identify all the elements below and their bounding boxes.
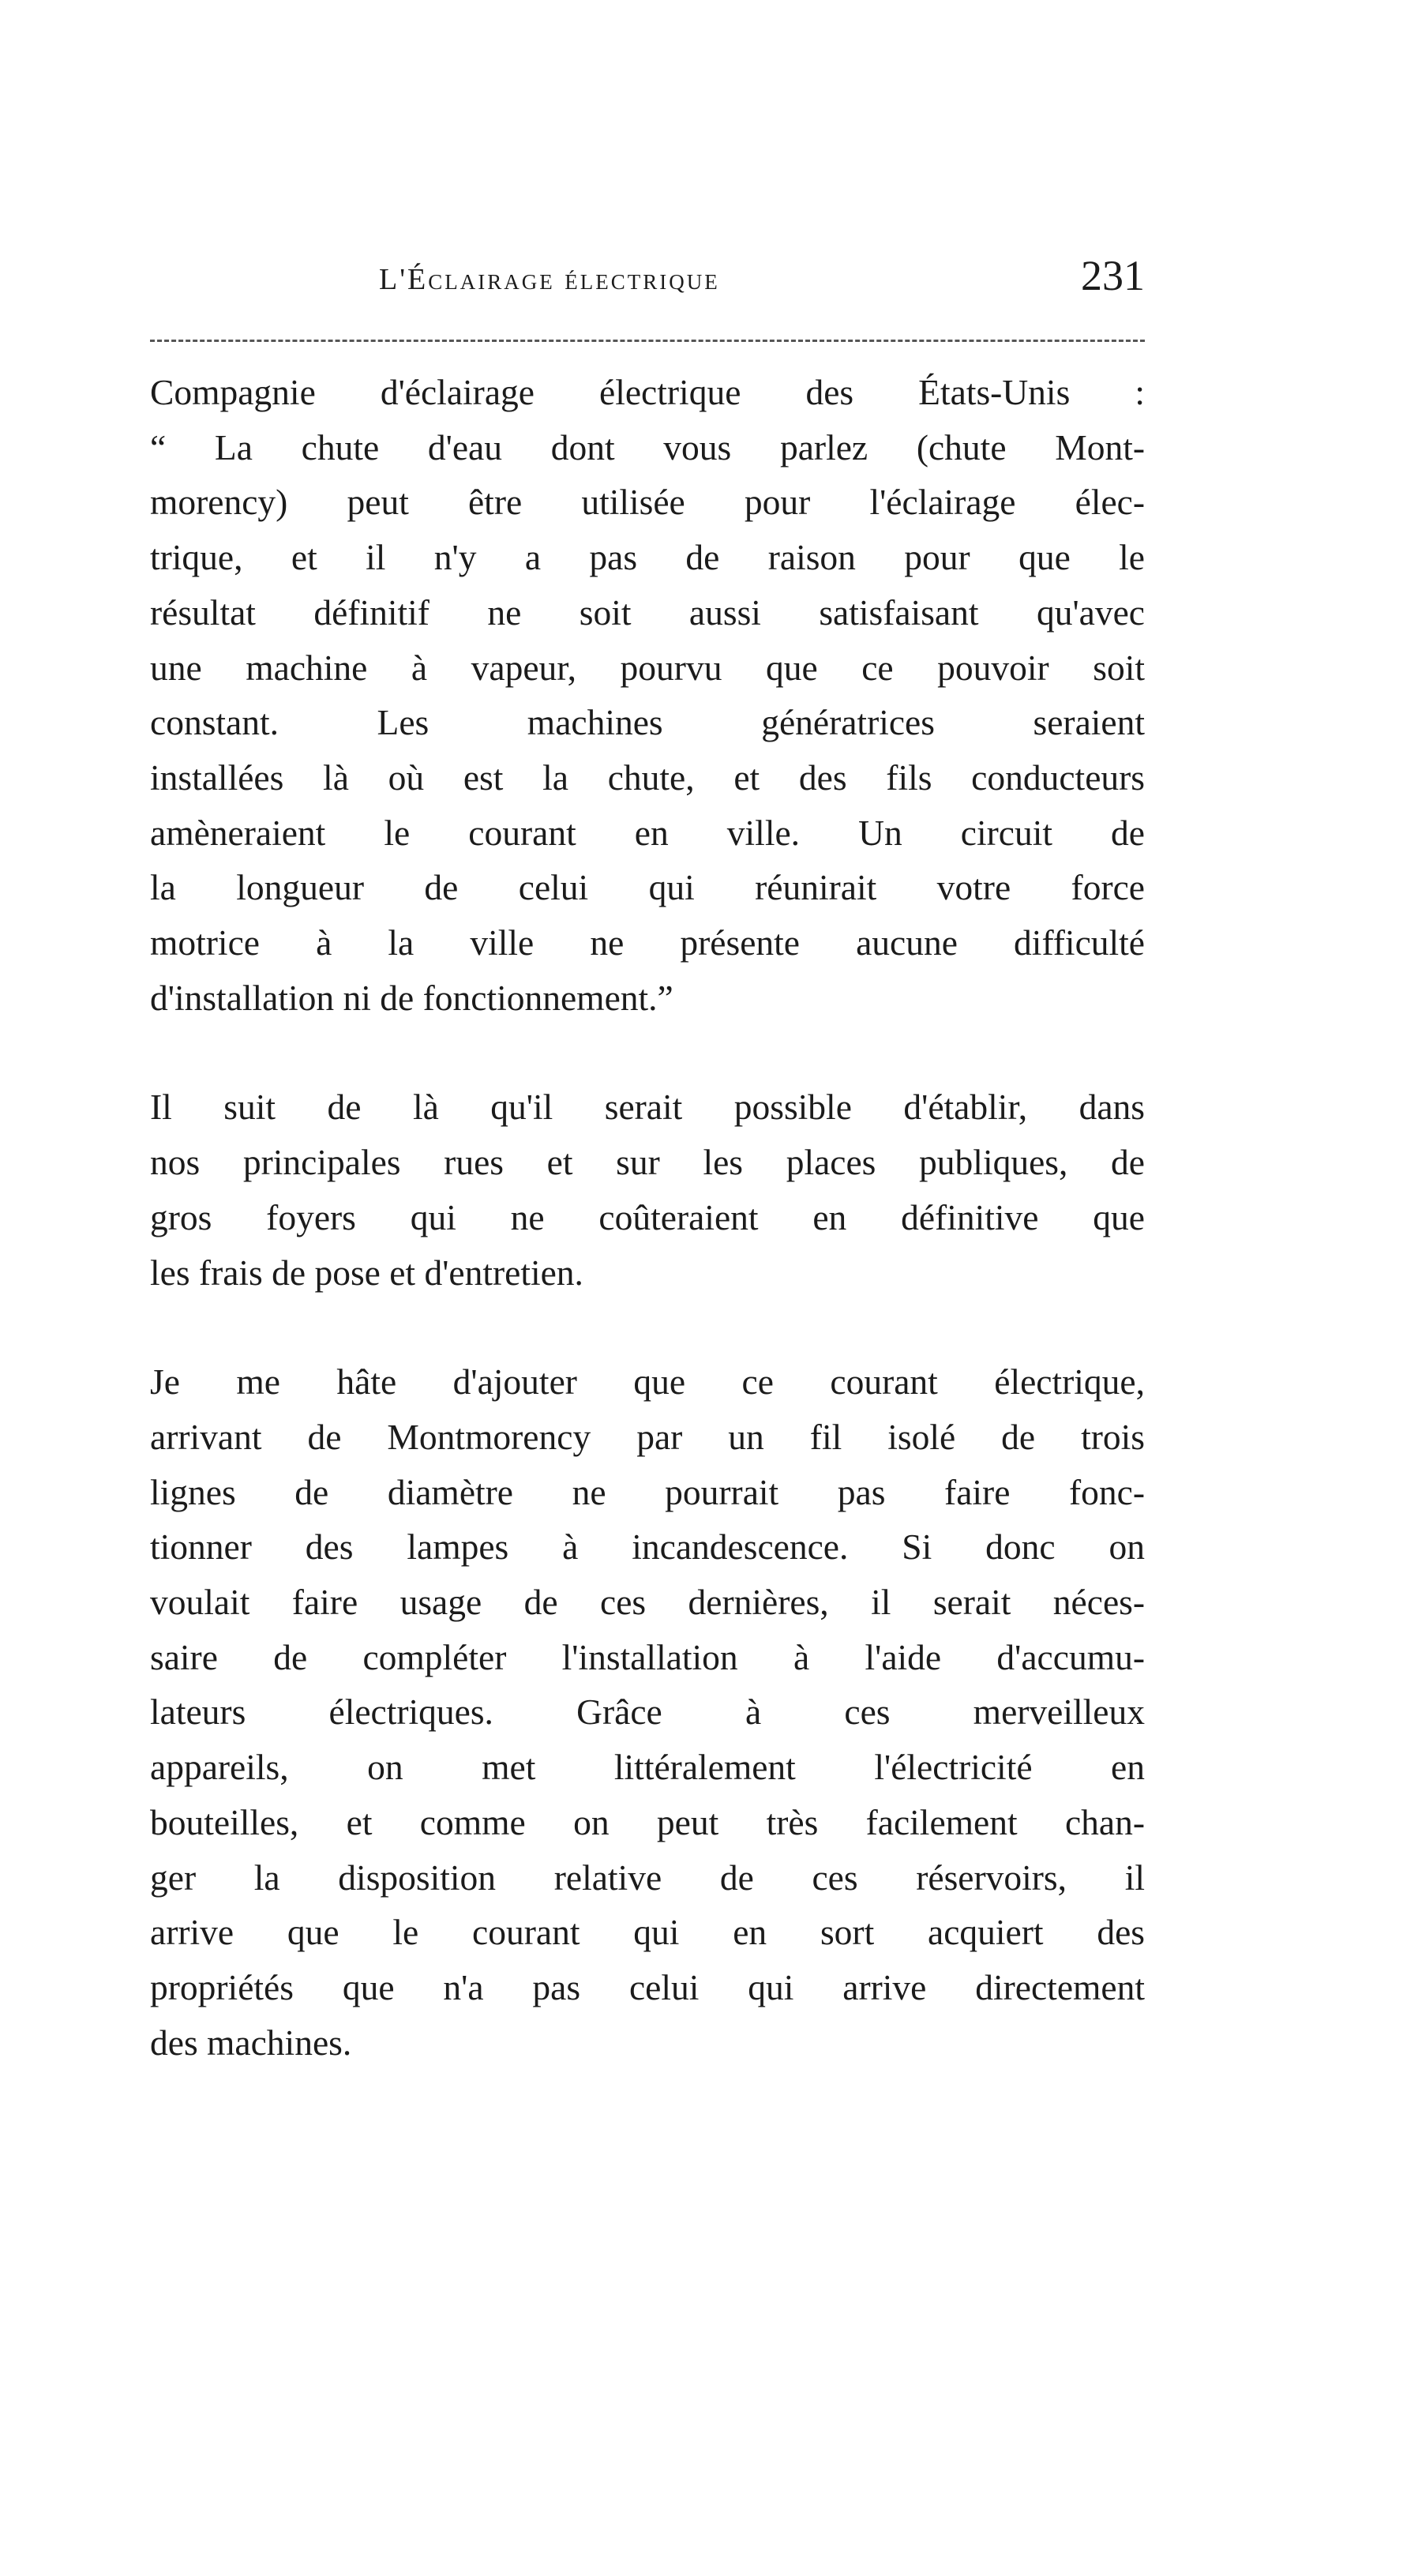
- text-line: les frais de pose et d'entretien.: [150, 1252, 583, 1293]
- text-line: morency) peut être utilisée pour l'éclairage élec-: [150, 482, 1145, 523]
- text-line: lignes de diamètre ne pourrait pas faire fonc-: [150, 1471, 1145, 1512]
- text-line: saire de compléter l'installation à l'aide d'accumu-: [150, 1636, 1145, 1677]
- paragraph-3: [150, 1354, 1145, 2070]
- text-line: lateurs électriques. Grâce à ces merveilleux: [150, 1692, 1145, 1733]
- running-head: [150, 251, 1145, 306]
- text-line: gros foyers qui ne coûteraient en définitive que: [150, 1196, 1145, 1237]
- text-line: Compagnie d'éclairage électrique des États-Unis :: [150, 372, 1145, 412]
- text-line: Je me hâte d'ajouter que ce courant électrique,: [150, 1361, 1145, 1403]
- text-line: trique, et il n'y a pas de raison pour que le: [150, 537, 1145, 578]
- body-text: [150, 365, 1145, 2070]
- page-number: 231: [1081, 252, 1145, 299]
- text-line: une machine à vapeur, pourvu que ce pouvoir soit: [150, 647, 1145, 688]
- text-line: appareils, on met littéralement l'électricité en: [150, 1747, 1145, 1788]
- text-line: résultat définitif ne soit aussi satisfaisant qu'avec: [150, 591, 1145, 633]
- paragraph-1: [150, 365, 1145, 1025]
- text-line: amèneraient le courant en ville. Un circuit de: [150, 812, 1145, 853]
- text-line: installées là où est la chute, et des fils conducteurs: [150, 757, 1145, 798]
- text-line: d'installation ni de fonctionnement.”: [150, 977, 673, 1018]
- header-rule: [150, 340, 1145, 342]
- text-line: propriétés que n'a pas celui qui arrive directement: [150, 1966, 1145, 2007]
- text-line: la longueur de celui qui réunirait votre force: [150, 867, 1145, 908]
- paragraph-2: [150, 1080, 1145, 1300]
- text-line: des machines.: [150, 2022, 352, 2063]
- text-line: Il suit de là qu'il serait possible d'établir, dans: [150, 1087, 1145, 1128]
- text-line: bouteilles, et comme on peut très facilement chan-: [150, 1801, 1145, 1842]
- text-line: arrivant de Montmorency par un fil isolé de trois: [150, 1416, 1145, 1457]
- text-line: motrice à la ville ne présente aucune difficulté: [150, 922, 1145, 963]
- text-line: arrive que le courant qui en sort acquiert des: [150, 1912, 1145, 1953]
- text-line: tionner des lampes à incandescence. Si donc on: [150, 1526, 1145, 1568]
- text-line: voulait faire usage de ces dernières, il serait néces-: [150, 1582, 1145, 1623]
- text-line: ger la disposition relative de ces réservoirs, il: [150, 1857, 1145, 1898]
- text-line: “ La chute d'eau dont vous parlez (chute Mont-: [150, 426, 1145, 468]
- text-line: nos principales rues et sur les places publiques, de: [150, 1142, 1145, 1183]
- text-line: constant. Les machines génératrices seraient: [150, 702, 1145, 743]
- running-title: L'Éclairage électrique: [379, 263, 720, 296]
